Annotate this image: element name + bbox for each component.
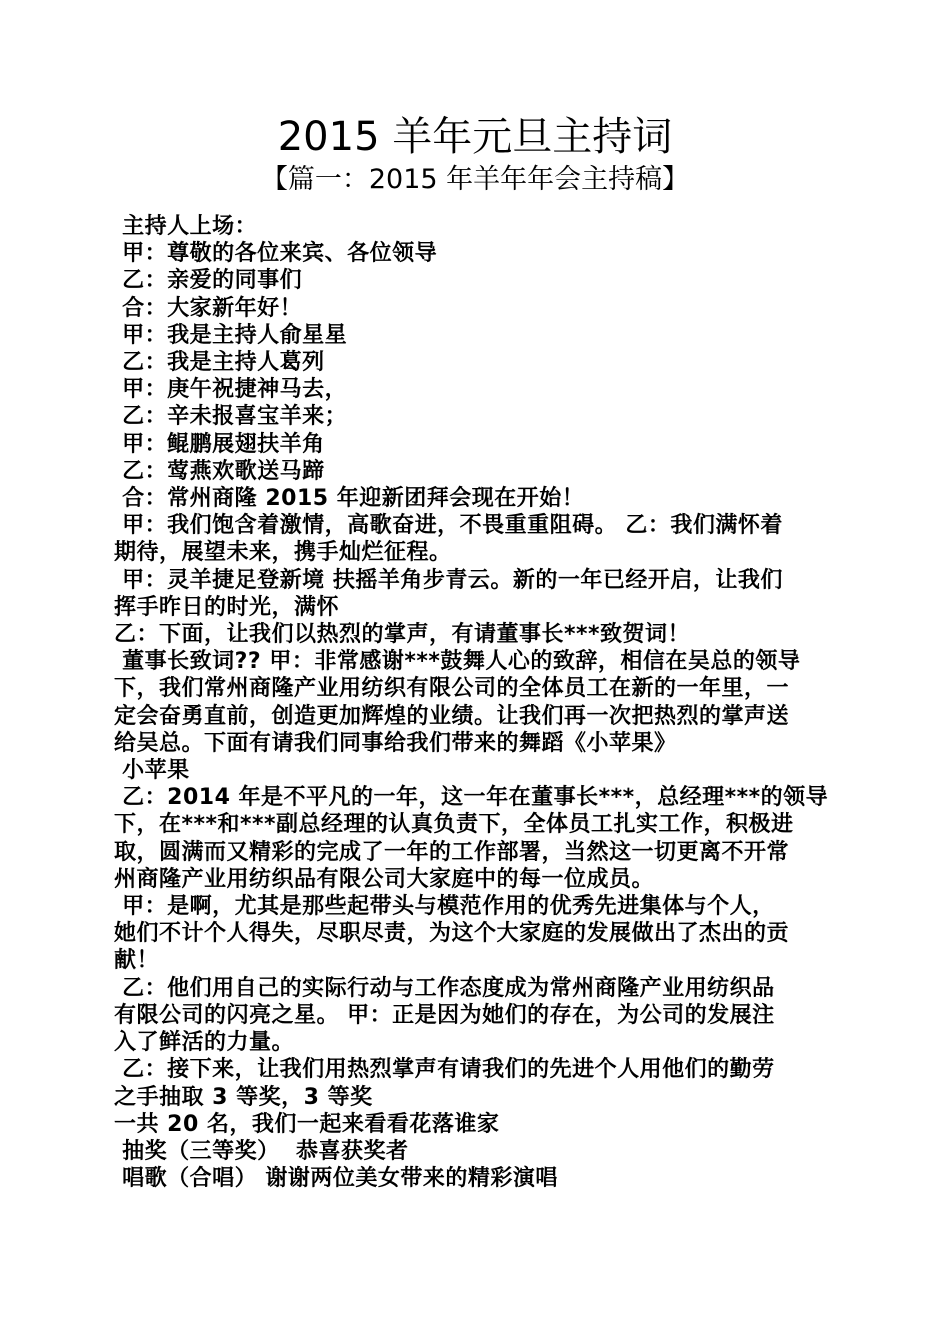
body-line: 小苹果 [114, 758, 190, 784]
body-line: 乙：接下来，让我们用热烈掌声有请我们的先进个人用他们的勤劳 [114, 1057, 775, 1083]
body-line: 入了鲜活的力量。 [114, 1030, 295, 1056]
body-line: 之手抽取 3 等奖，3 等奖 [114, 1084, 373, 1110]
body-line: 州商隆产业用纺织品有限公司大家庭中的每一位成员。 [114, 866, 655, 892]
body-line: 甲：尊敬的各位来宾、各位领导 [114, 241, 438, 267]
body-line: 定会奋勇直前，创造更加辉煌的业绩。让我们再一次把热烈的掌声送 [114, 703, 790, 729]
body-line: 乙：辛未报喜宝羊来； [114, 404, 348, 430]
body-line: 献！ [114, 948, 160, 974]
body-line: 合：大家新年好！ [114, 295, 303, 321]
body-line: 乙：他们用自己的实际行动与工作态度成为常州商隆产业用纺织品 [114, 975, 775, 1001]
body-line: 乙：2014 年是不平凡的一年，这一年在董事长***，总经理***的领导 [114, 785, 829, 811]
body-line: 乙：下面，让我们以热烈的掌声，有请董事长***致贺词！ [114, 622, 691, 648]
body-line: 唱歌（合唱） 谢谢两位美女带来的精彩演唱 [114, 1166, 558, 1192]
body-line: 期待，展望未来，携手灿烂征程。 [114, 540, 452, 566]
body-line: 乙：亲爱的同事们 [114, 268, 303, 294]
body-line: 合：常州商隆 2015 年迎新团拜会现在开始！ [114, 486, 585, 512]
body-line: 给吴总。下面有请我们同事给我们带来的舞蹈《小苹果》 [114, 730, 677, 756]
document-title: 2015 羊年元旦主持词 [277, 114, 673, 160]
body-line: 下，我们常州商隆产业用纺织有限公司的全体员工在新的一年里，一 [114, 676, 790, 702]
body-line: 甲：庚午祝捷神马去， [114, 377, 348, 403]
body-line: 董事长致词?? 甲：非常感谢***鼓舞人心的致辞，相信在吴总的领导 [114, 649, 801, 675]
body-line: 下，在***和***副总经理的认真负责下，全体员工扎实工作，积极进 [114, 812, 794, 838]
body-line: 甲：我是主持人俞星星 [114, 322, 348, 348]
body-line: 甲：灵羊捷足登新境 扶摇羊角步青云。新的一年已经开启，让我们 [114, 567, 783, 593]
body-line: 甲：我们饱含着激情，高歌奋进，不畏重重阻碍。 乙：我们满怀着 [114, 513, 783, 539]
body-line: 主持人上场： [114, 214, 258, 239]
body-line: 取，圆满而又精彩的完成了一年的工作部署，当然这一切更离不开常 [114, 839, 790, 865]
body-line: 一共 20 名，我们一起来看看花落谁家 [114, 1111, 500, 1137]
body-line: 甲：是啊，尤其是那些起带头与模范作用的优秀先进集体与个人， [114, 894, 775, 920]
body-line: 挥手昨日的时光，满怀 [114, 594, 340, 620]
body-line: 她们不计个人得失，尽职尽责，为这个大家庭的发展做出了杰出的贡 [114, 921, 790, 947]
body-line: 乙：我是主持人葛列 [114, 350, 325, 376]
body-line: 抽奖（三等奖） 恭喜获奖者 [114, 1138, 409, 1164]
body-line: 有限公司的闪亮之星。 甲：正是因为她们的存在，为公司的发展注 [114, 1002, 775, 1028]
body-line: 乙：莺燕欢歌送马蹄 [114, 458, 325, 484]
document-subtitle: 【篇一：2015 年羊年年会主持稿】 [260, 164, 690, 195]
document-body [114, 213, 842, 1192]
body-line: 甲：鲲鹏展翅扶羊角 [114, 431, 325, 457]
